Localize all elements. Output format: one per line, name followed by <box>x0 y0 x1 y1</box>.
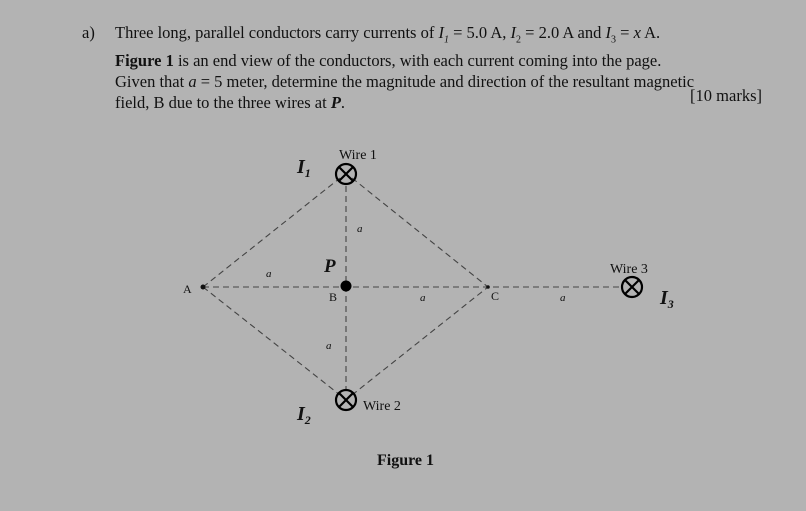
current-i3-label: $I_3$ <box>660 287 674 311</box>
distance-a-bottom: a <box>326 340 332 352</box>
point-c-dot <box>486 285 490 289</box>
current-i2-label: $I_2$ <box>297 403 311 427</box>
wire-1-label: Wire 1 <box>339 148 377 163</box>
distance-a-left: a <box>266 268 272 280</box>
point-a-dot <box>201 285 206 290</box>
line-a-wire2 <box>203 287 340 395</box>
line-a-wire1 <box>203 178 340 287</box>
line-wire1-c <box>352 178 488 287</box>
distance-a-top: a <box>357 223 363 235</box>
question-line-4: field, B due to the three wires at P. <box>115 93 346 113</box>
wire-2-symbol <box>336 390 356 410</box>
question-line-1: Three long, parallel conductors carry currents of $I_1 = 5.0$ A, $I_2 = 2.0$ A and $I_3 = x$ A. <box>115 23 661 46</box>
point-b-label: B <box>329 290 338 304</box>
question-line-3: Given that a = 5 meter, determine the magnitude and direction of the resultant magnetic <box>115 72 695 92</box>
current-i1-label: $I_1$ <box>297 156 311 180</box>
wire-2-label: Wire 2 <box>363 399 401 414</box>
point-a-label: A <box>183 282 192 296</box>
point-p-label: P <box>324 256 336 277</box>
marks-label: [10 marks] <box>690 86 762 105</box>
figure-caption: Figure 1 <box>377 452 435 469</box>
wire-3-symbol <box>622 277 642 297</box>
point-c-label: C <box>491 289 500 303</box>
distance-a-right2: a <box>560 292 566 304</box>
distance-a-right1: a <box>420 292 426 304</box>
wire-3-label: Wire 3 <box>610 262 648 277</box>
question-label: a) <box>82 23 95 42</box>
wire-1-symbol <box>336 164 356 184</box>
question-line-2: Figure 1 is an end view of the conductors, with each current coming into the page. <box>115 51 662 71</box>
figure-reference: Figure 1 <box>115 51 174 71</box>
point-p-dot <box>341 281 352 292</box>
